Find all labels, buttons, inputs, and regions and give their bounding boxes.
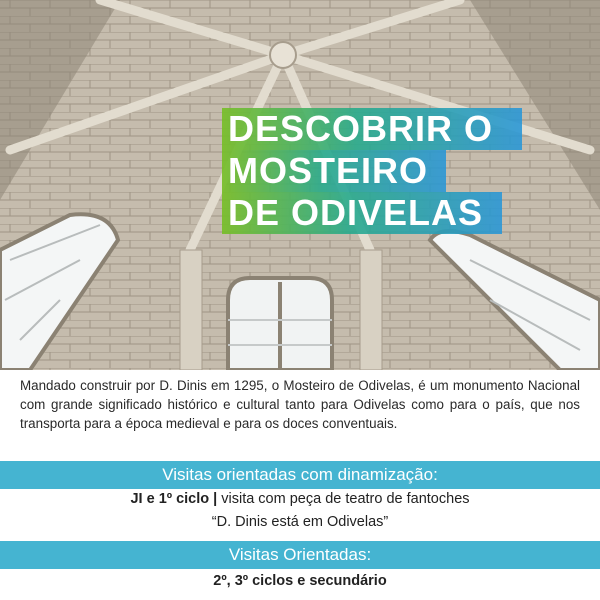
section1-level: JI e 1º ciclo | (130, 491, 218, 507)
intro-paragraph: Mandado construir por D. Dinis em 1295, o Mosteiro de Odivelas, é um monumento Nacional com grande significado histórico e cultural tanto para Odivelas como para o país, que nos transporta para a época medieval e para os doces conventuais. (20, 378, 580, 431)
title-block (222, 108, 522, 234)
section1-play-title: “D. Dinis está em Odivelas” (211, 514, 389, 530)
title-line-2: MOSTEIRO (222, 150, 446, 192)
section1-description: visita com peça de teatro de fantoches (217, 491, 470, 507)
section1-level-line (0, 491, 600, 507)
section-heading-guided-visits: Visitas Orientadas: (0, 541, 600, 569)
title-line-1: DESCOBRIR O (222, 108, 522, 150)
section-heading-guided-with-activity: Visitas orientadas com dinamização: (0, 461, 600, 489)
title-line-3: DE ODIVELAS (222, 192, 502, 234)
section2-levels: 2º, 3º ciclos e secundário (213, 573, 387, 589)
